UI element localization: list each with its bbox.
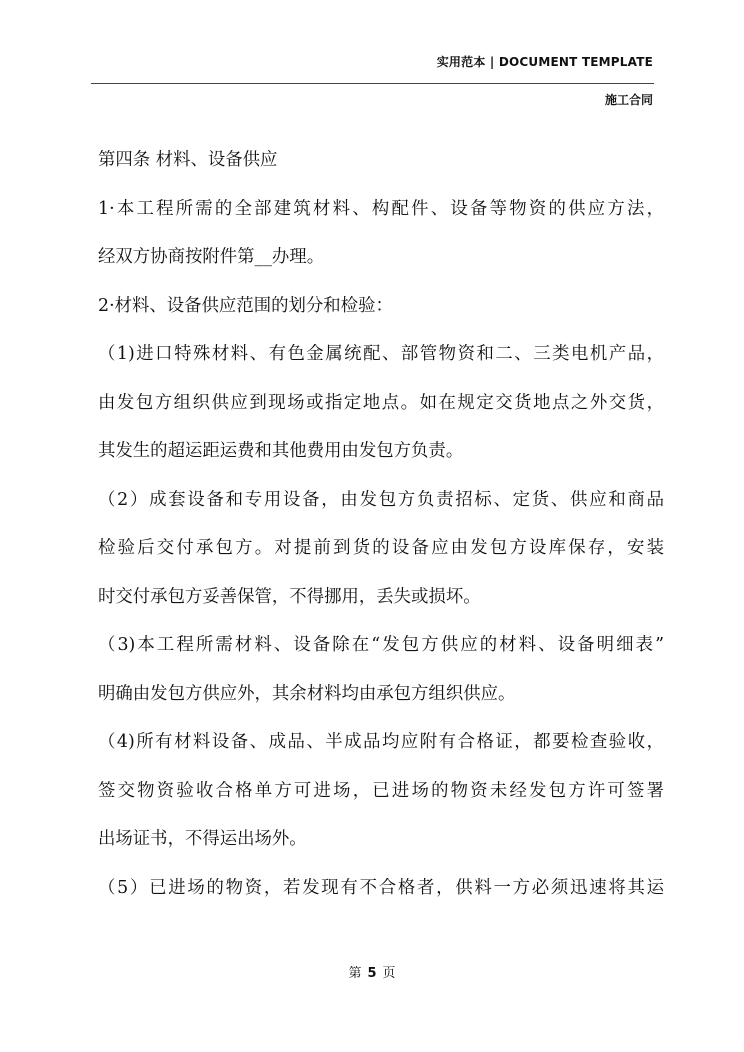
paragraph-line: 经双方协商按附件第__办理。 bbox=[98, 247, 325, 267]
header-divider bbox=[91, 83, 654, 84]
page-label-suffix: 页 bbox=[382, 966, 396, 981]
paragraph-line: （2）成套设备和专用设备，由发包方负责招标、定货、供应和商品 bbox=[98, 489, 664, 510]
paragraph-line: 1·本工程所需的全部建筑材料、构配件、设备等物资的供应方法， bbox=[98, 198, 664, 219]
paragraph-line: 签交物资验收合格单方可进场，已进场的物资未经发包方许可签署 bbox=[98, 780, 664, 801]
article-heading: 第四条 材料、设备供应 bbox=[98, 150, 278, 170]
paragraph-line: 其发生的超运距运费和其他费用由发包方负责。 bbox=[98, 441, 464, 461]
page-number: 5 bbox=[367, 966, 377, 981]
header-template-label: 实用范本 | DOCUMENT TEMPLATE bbox=[436, 55, 653, 69]
paragraph-line: （4)所有材料设备、成品、半成品均应附有合格证，都要检查验收， bbox=[98, 732, 664, 752]
paragraph-line: 由发包方组织供应到现场或指定地点。如在规定交货地点之外交货， bbox=[98, 392, 664, 413]
paragraph-line: 时交付承包方妥善保管，不得挪用，丢失或损坏。 bbox=[98, 586, 481, 607]
page-label-prefix: 第 bbox=[348, 966, 362, 981]
paragraph-line: （3)本工程所需材料、设备除在“发包方供应的材料、设备明细表” bbox=[98, 635, 664, 655]
paragraph-line: （5）已进场的物资，若发现有不合格者，供料一方必须迅速将其运 bbox=[98, 877, 664, 898]
paragraph-line: （1)进口特殊材料、有色金属统配、部管物资和二、三类电机产品， bbox=[98, 344, 664, 364]
paragraph-line: 明确由发包方供应外，其余材料均由承包方组织供应。 bbox=[98, 683, 516, 704]
paragraph-line: 出场证书，不得运出场外。 bbox=[98, 829, 307, 849]
paragraph-line: 检验后交付承包方。对提前到货的设备应由发包方设库保存，安装 bbox=[98, 538, 664, 558]
page-footer bbox=[0, 962, 744, 981]
paragraph-line: 2·材料、设备供应范围的划分和检验： bbox=[98, 295, 393, 316]
header-document-type: 施工合同 bbox=[604, 93, 653, 107]
contract-body bbox=[98, 136, 664, 912]
